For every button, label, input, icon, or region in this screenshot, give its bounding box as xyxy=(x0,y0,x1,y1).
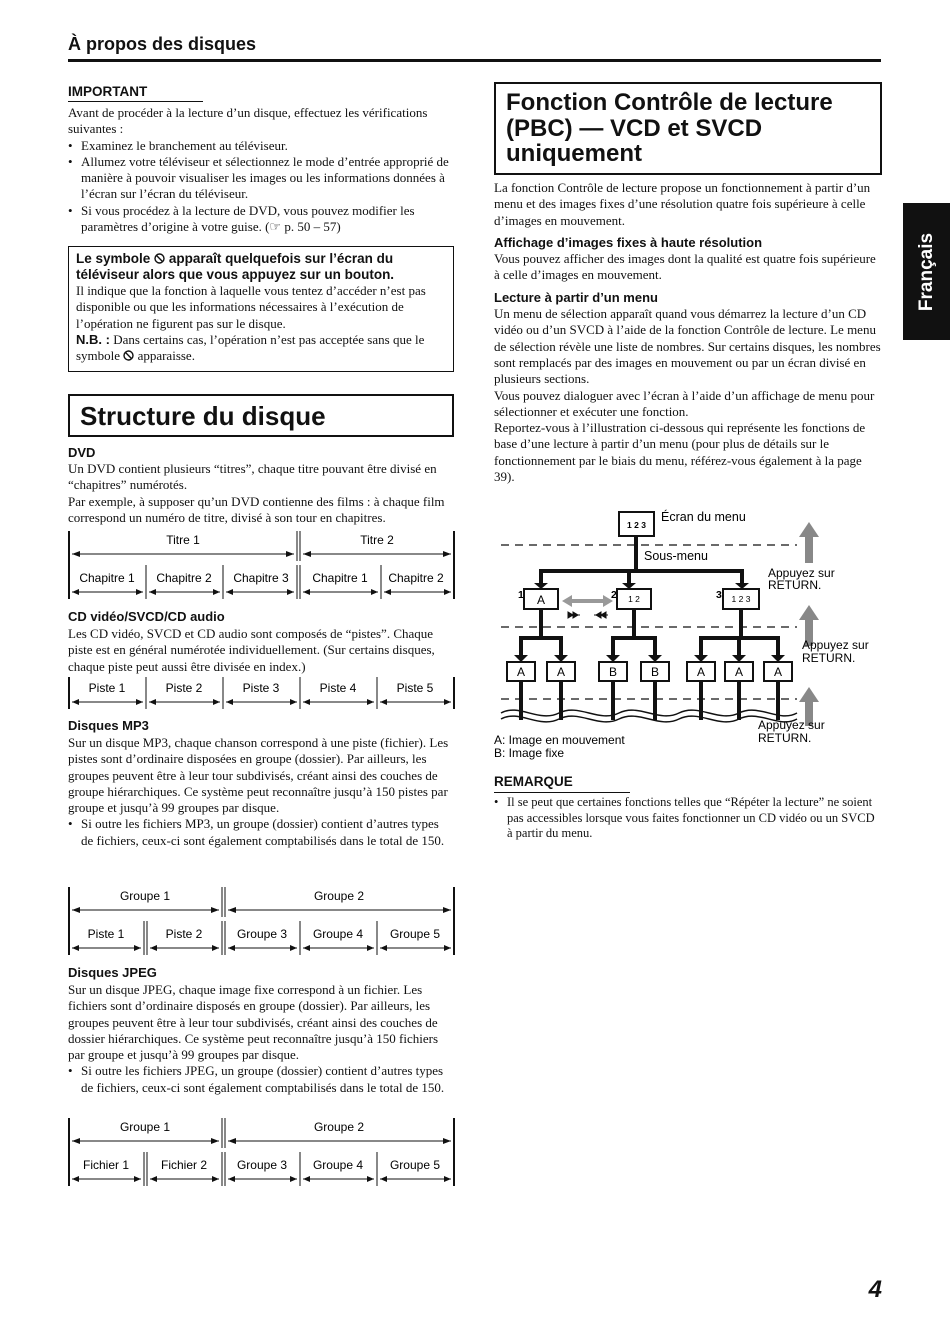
structure-heading-box xyxy=(68,394,454,437)
mp3-structure-diagram xyxy=(64,885,459,957)
item-label: Groupe 3 xyxy=(236,1158,288,1172)
important-item: • Si vous procédez à la lecture de DVD, vous pouvez modifier les paramètres d’origine à votre guise. (☞ p. 50 – 57) xyxy=(68,203,454,236)
cd-title: CD vidéo/SVCD/CD audio xyxy=(68,609,225,624)
structure-heading: Structure du disque xyxy=(80,401,326,431)
symbol-note-nb: N.B. : Dans certains cas, l’opération n’est pas acceptée sans que le symbole apparaisse. xyxy=(76,331,425,364)
return-hint: RETURN. xyxy=(802,651,856,665)
pbc-menu-diagram xyxy=(494,505,894,765)
legend-a: A: Image en mouvement xyxy=(494,733,625,747)
item-label: Groupe 5 xyxy=(389,927,441,941)
item-label: Groupe 5 xyxy=(389,1158,441,1172)
jpeg-structure-diagram xyxy=(64,1116,459,1188)
language-tab-label: Français xyxy=(915,232,937,311)
image-box-label: A xyxy=(516,665,526,679)
image-box-label: B xyxy=(650,665,660,679)
jpeg-text: Sur un disque JPEG, chaque image fixe correspond à un fichier. Les fichiers sont d’ordinaire disposés en groupe (dossier). Par ailleurs, les groupes peuvent être à leur tour subdivisés, créant ainsi des couches de dossier hiérarchiques. Ce système peut reconnaître jusqu’à 150 fichiers par groupe et jusqu’à 99 groupes par disque. xyxy=(68,982,439,1063)
return-hint: RETURN. xyxy=(758,731,812,745)
cd-text-block xyxy=(68,626,454,675)
dvd-text-1: Un DVD contient plusieurs “titres”, chaque titre pouvant être divisé en “chapitres” numérotés. xyxy=(68,461,437,493)
mp3-text-block xyxy=(68,735,454,849)
pbc-text-menu-3: Reportez-vous à l’illustration ci-dessous qui représente les fonctions de base d’une lecture à partir d’un menu (pour plus de détails sur le fonctionnement par le biais du menu, référez-vous également à la page 39). xyxy=(494,420,866,485)
item-label: Piste 1 xyxy=(87,927,125,941)
item-label: Chapitre 3 xyxy=(233,571,289,585)
item-label: Piste 3 xyxy=(242,681,280,695)
image-box-label: A xyxy=(556,665,566,679)
group-label: Titre 2 xyxy=(360,533,394,547)
item-label: Chapitre 1 xyxy=(79,571,135,585)
prohibited-icon xyxy=(123,350,134,361)
header-rule xyxy=(68,59,881,62)
mp3-text: Sur un disque MP3, chaque chanson correspond à une piste (fichier). Les pistes sont d’ordinaire disposées en groupe (dossier). Par ailleurs, les groupes peuvent être à leur tour subdivisés, créant ainsi des couches de groupe hiérarchiques. Ce système peut reconnaître jusqu’à 150 pistes par groupe et jusqu’à 99 groupes par disque. xyxy=(68,735,449,816)
group-label: Groupe 1 xyxy=(119,889,171,903)
submenu-label: Sous-menu xyxy=(644,549,708,563)
symbol-note-body: Il indique que la fonction à laquelle vous tentez d’accéder n’est pas disponible ou que les informations nécessaires à l’exécution de l’opération ne figurent pas sur le disque. xyxy=(76,283,426,331)
page-number: 4 xyxy=(868,1276,882,1303)
image-box-label: A xyxy=(773,665,783,679)
important-title: IMPORTANT xyxy=(68,84,148,99)
remarque-block xyxy=(494,795,882,842)
remarque-text: • Il se peut que certaines fonctions telles que “Répéter la lecture” ne soient pas accessibles lorsque vous faites fonctionner un CD vidéo ou un SVCD à partir du menu. xyxy=(494,795,882,842)
pbc-subtitle-hires: Affichage d’images fixes à haute résolution xyxy=(494,234,763,250)
pbc-text-hires: Vous pouvez afficher des images dont la qualité est quatre fois supérieure à celle d’images en mouvement. xyxy=(494,251,876,283)
page-header-title: À propos des disques xyxy=(68,34,257,54)
return-hint: Appuyez sur xyxy=(802,638,869,652)
submenu-number: 2 xyxy=(611,589,617,601)
important-intro: Avant de procéder à la lecture d’un disque, effectuez les vérifications suivantes : xyxy=(68,105,428,137)
item-label: Fichier 1 xyxy=(82,1158,130,1172)
item-label: Groupe 4 xyxy=(312,1158,364,1172)
menu-screen-icon: 1 2 3 xyxy=(627,520,646,530)
group-label: Titre 1 xyxy=(166,533,200,547)
menu-screen-label: Écran du menu xyxy=(661,510,746,524)
dvd-text xyxy=(68,461,454,526)
item-label: Fichier 2 xyxy=(160,1158,208,1172)
group-label: Groupe 2 xyxy=(313,889,365,903)
submenu-box-label: A xyxy=(536,593,546,607)
item-label: Groupe 3 xyxy=(236,927,288,941)
submenu-number: 3 xyxy=(716,589,722,601)
pbc-heading-box xyxy=(494,82,882,175)
item-label: Chapitre 1 xyxy=(312,571,368,585)
important-item: • Examinez le branchement au téléviseur. xyxy=(68,138,454,154)
language-tab xyxy=(903,203,950,340)
remarque-title: REMARQUE xyxy=(494,774,573,789)
image-box-label: B xyxy=(608,665,618,679)
group-label: Groupe 2 xyxy=(313,1120,365,1134)
cd-structure-diagram xyxy=(64,675,459,711)
submenu-box-icon: 1 2 xyxy=(628,594,640,604)
mp3-bullet: • Si outre les fichiers MP3, un groupe (dossier) contient d’autres types de fichiers, ceux-ci sont également comptabilisés dans le total de 150. xyxy=(68,816,454,849)
jpeg-bullet: • Si outre les fichiers JPEG, un groupe (dossier) contient d’autres types de fichiers, ceux-ci sont également comptabilisés dans le total de 150. xyxy=(68,1063,454,1096)
submenu-box-icon: 1 2 3 xyxy=(731,594,751,604)
pbc-heading: Fonction Contrôle de lecture (PBC) — VCD et SVCD uniquement xyxy=(506,89,833,167)
item-label: Piste 2 xyxy=(165,681,203,695)
jpeg-title: Disques JPEG xyxy=(68,965,157,980)
important-item: • Allumez votre téléviseur et sélectionnez le mode d’entrée approprié de manière à pouvoir visualiser les images ou les informations données à l’écran sur l’écran du téléviseur. xyxy=(68,154,454,203)
pbc-text-menu-2: Vous pouvez dialoguer avec l’écran à l’aide d’un affichage de menu pour sélectionner et exécuter une fonction. xyxy=(494,387,875,419)
image-box-label: A xyxy=(696,665,706,679)
return-hint: RETURN. xyxy=(768,578,822,592)
submenu-number: 1 xyxy=(518,589,524,601)
item-label: Groupe 4 xyxy=(312,927,364,941)
item-label: Piste 1 xyxy=(88,681,126,695)
remarque-rule xyxy=(494,792,630,793)
jpeg-text-block xyxy=(68,982,454,1096)
pbc-subtitle-menu: Lecture à partir d’un menu xyxy=(494,289,658,305)
mp3-title: Disques MP3 xyxy=(68,718,149,733)
dvd-structure-diagram xyxy=(64,529,459,601)
item-label: Chapitre 2 xyxy=(388,571,444,585)
important-block xyxy=(68,105,454,235)
pbc-text-block xyxy=(494,180,882,485)
cd-text: Les CD vidéo, SVCD et CD audio sont composés de “pistes”. Chaque piste est en général numérotée individuellement. (Sur certains disques, chaque piste peut aussi être divisée en index.) xyxy=(68,626,435,674)
pbc-text-menu-1: Un menu de sélection apparaît quand vous démarrez la lecture d’un CD vidéo ou d’un SVCD à l’aide de la fonction Contrôle de lecture. Le menu de sélection révèle une liste de nombres. Sur certains disques, les nombres sont remplacés par des images en mouvement ou par un écran divisé en plusieurs sections. xyxy=(494,306,881,387)
return-hint: Appuyez sur xyxy=(758,718,825,732)
legend-b: B: Image fixe xyxy=(494,746,565,760)
group-label: Groupe 1 xyxy=(119,1120,171,1134)
pbc-intro: La fonction Contrôle de lecture propose un fonctionnement à partir d’un menu et des images fixes d’une résolution quatre fois supérieure à celle d’images en mouvement. xyxy=(494,180,871,228)
item-label: Chapitre 2 xyxy=(156,571,212,585)
item-label: Piste 5 xyxy=(396,681,434,695)
important-rule xyxy=(68,101,203,102)
dvd-text-2: Par exemple, à supposer qu’un DVD contienne des films : à chaque film correspond un numéro de titre, divisé à son tour en chapitres. xyxy=(68,493,445,525)
image-box-label: A xyxy=(734,665,744,679)
symbol-note-title: Le symbole apparaît quelquefois sur l’écran du téléviseur alors que vous appuyez sur un bouton. xyxy=(76,251,395,282)
item-label: Piste 4 xyxy=(319,681,357,695)
return-hint: Appuyez sur xyxy=(768,566,835,580)
dvd-title: DVD xyxy=(68,445,96,460)
prohibited-icon xyxy=(154,253,165,264)
item-label: Piste 2 xyxy=(165,927,203,941)
symbol-note-box xyxy=(68,246,454,372)
